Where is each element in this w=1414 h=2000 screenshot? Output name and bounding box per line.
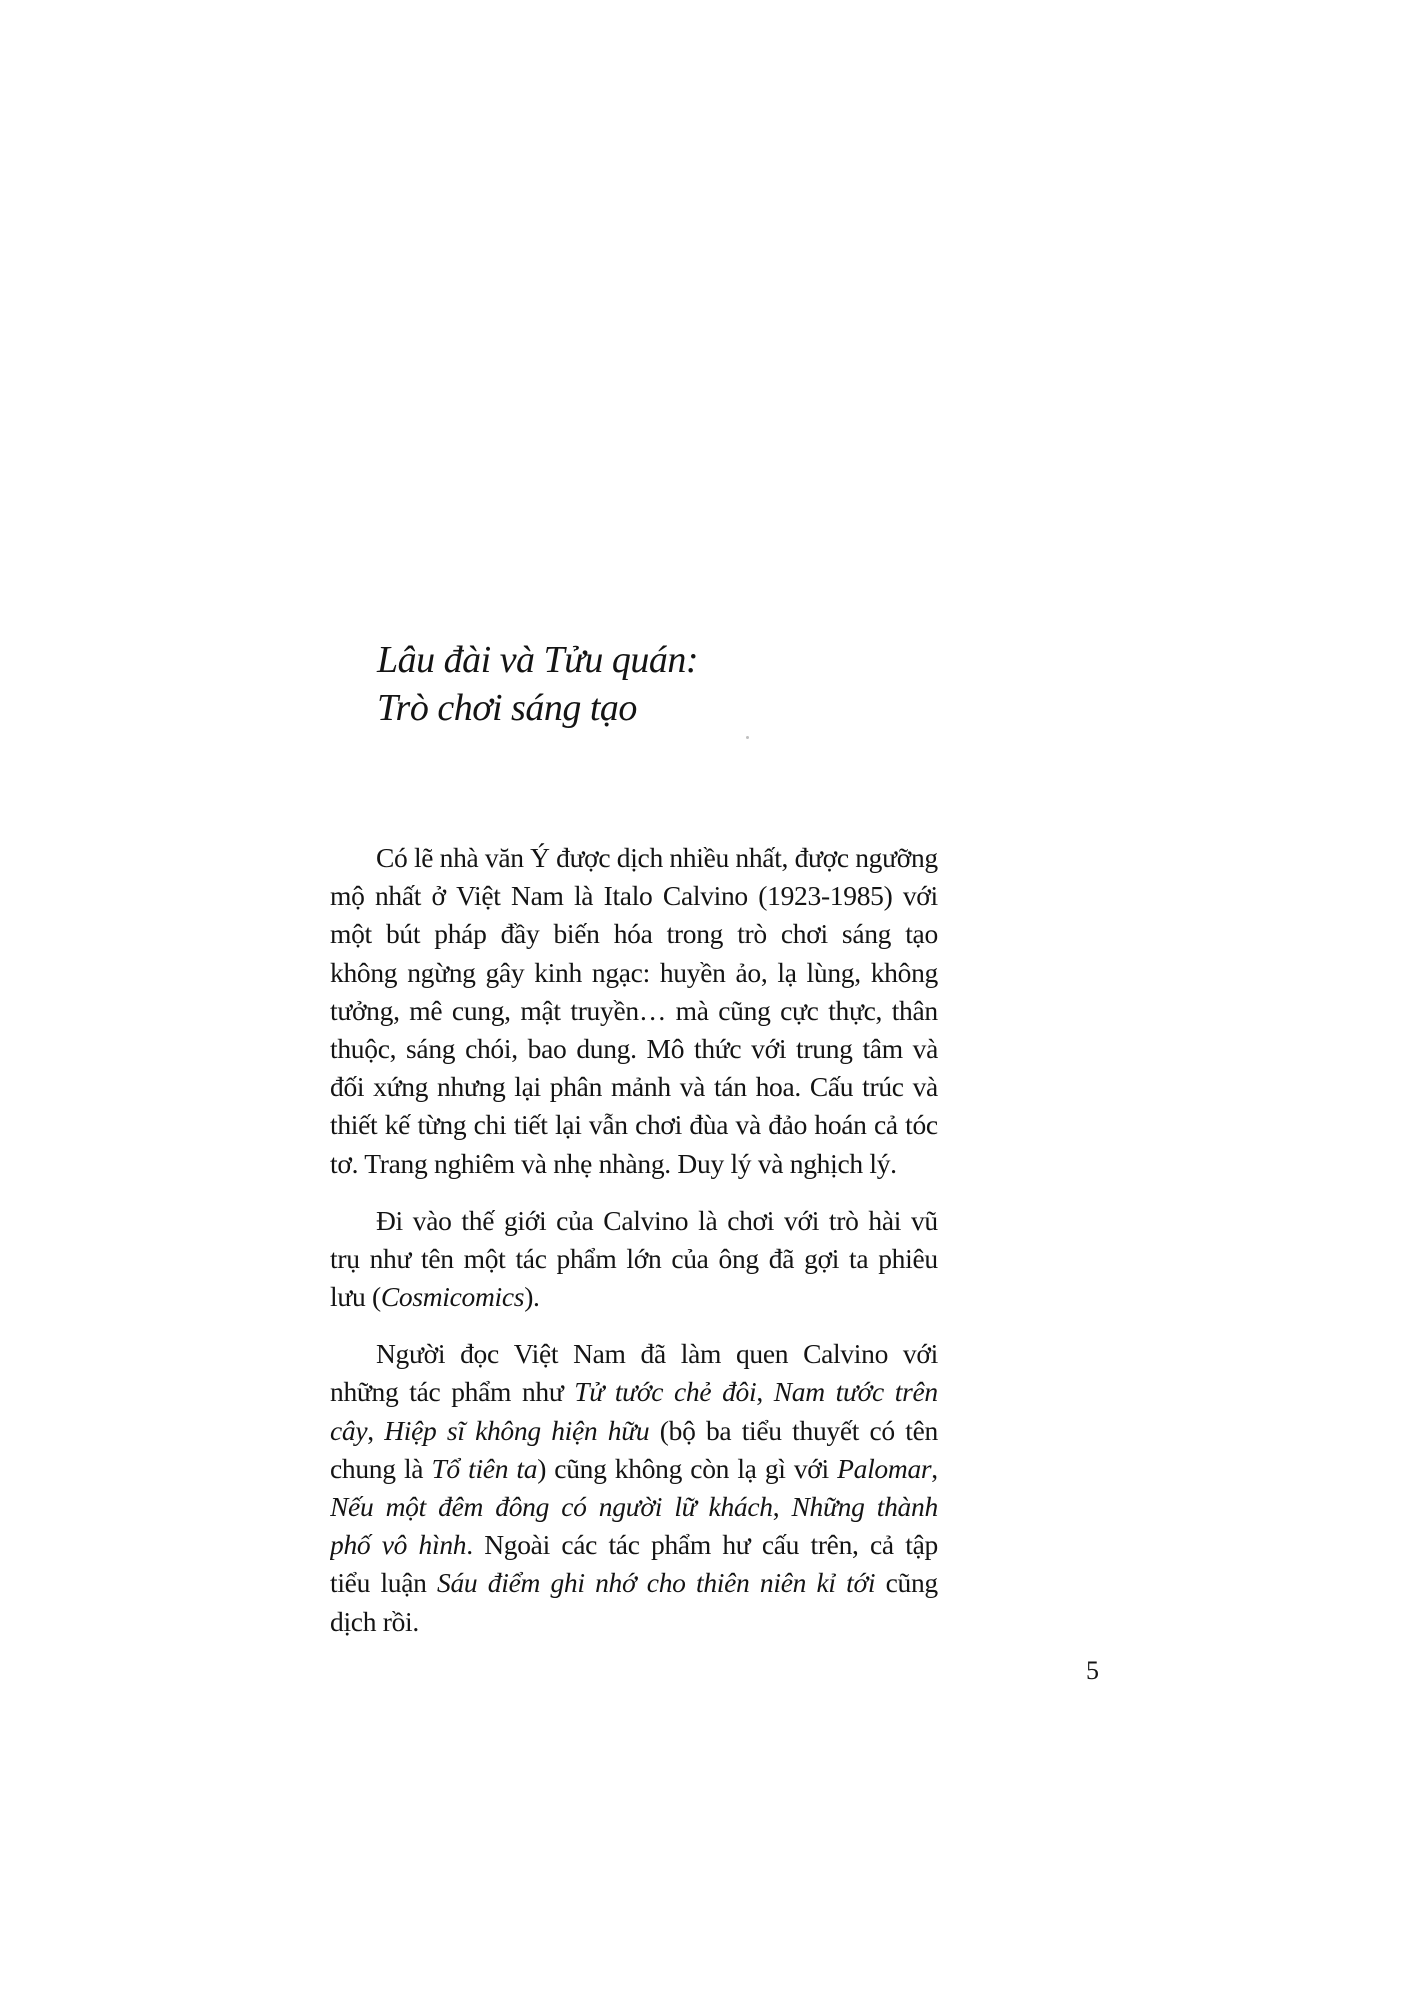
word: trò bbox=[828, 1204, 859, 1236]
word: người bbox=[598, 1491, 663, 1522]
word: lại bbox=[514, 1071, 541, 1103]
word: điểm bbox=[487, 1567, 541, 1599]
word: đối bbox=[330, 1071, 365, 1103]
word: Ý bbox=[530, 842, 550, 873]
word: tên bbox=[905, 1414, 938, 1446]
word: kinh bbox=[534, 956, 582, 988]
word: kỉ bbox=[816, 1567, 836, 1599]
word: chi bbox=[473, 1109, 507, 1141]
word: cũng bbox=[718, 994, 771, 1026]
word: Hiệp bbox=[384, 1414, 437, 1446]
word: Tổ bbox=[431, 1452, 460, 1484]
word: được bbox=[556, 842, 611, 873]
word: cực bbox=[780, 994, 819, 1026]
paragraph bbox=[330, 839, 938, 1183]
word: lữ bbox=[674, 1491, 697, 1522]
word: còn bbox=[690, 1452, 730, 1484]
word: phẩm bbox=[651, 1529, 711, 1561]
word: thân bbox=[891, 994, 938, 1026]
word: ngưỡng bbox=[855, 842, 938, 873]
word: vẫn bbox=[588, 1109, 628, 1141]
text-line bbox=[330, 1603, 938, 1641]
word: phân bbox=[549, 1071, 603, 1103]
word: tiên bbox=[468, 1452, 509, 1484]
text-line bbox=[330, 839, 938, 877]
text-segment: lưu ( bbox=[330, 1281, 381, 1313]
word: có bbox=[869, 1414, 895, 1446]
word: kế bbox=[384, 1109, 411, 1141]
word: có bbox=[561, 1491, 587, 1522]
word: bao bbox=[527, 1032, 567, 1064]
word: vào bbox=[412, 1204, 452, 1236]
word: ông bbox=[718, 1242, 759, 1274]
word: không bbox=[475, 1414, 541, 1446]
text-line bbox=[330, 954, 938, 992]
word: tập bbox=[905, 1529, 938, 1561]
word: một bbox=[330, 918, 372, 950]
word: gợi bbox=[804, 1242, 840, 1274]
chapter-title-line-2: Trò chơi sáng tạo bbox=[377, 687, 637, 729]
word: ảo, bbox=[735, 956, 768, 988]
word: Nam bbox=[773, 1376, 825, 1408]
word: cũng bbox=[554, 1452, 607, 1484]
word: và bbox=[679, 1071, 706, 1103]
word: được bbox=[794, 842, 849, 873]
word: huyền bbox=[659, 956, 726, 988]
word: lại bbox=[554, 1109, 582, 1141]
word: xứng bbox=[373, 1071, 429, 1103]
word: là bbox=[698, 1204, 718, 1236]
word: trụ bbox=[330, 1242, 360, 1274]
word: thuyết bbox=[792, 1414, 860, 1446]
word: ngừng bbox=[407, 956, 476, 988]
text-line bbox=[330, 1335, 938, 1373]
scan-artifact-dot bbox=[746, 736, 749, 739]
text-line bbox=[330, 1450, 938, 1488]
word: của bbox=[671, 1242, 709, 1274]
word: sĩ bbox=[446, 1414, 465, 1446]
word: chơi bbox=[635, 1109, 683, 1141]
word: ta) bbox=[516, 1452, 547, 1484]
word: lớn bbox=[626, 1242, 662, 1274]
word: từng bbox=[417, 1109, 467, 1141]
word: biến bbox=[553, 918, 600, 950]
word: phiêu bbox=[878, 1242, 938, 1274]
word: hiện bbox=[551, 1414, 598, 1446]
word: không bbox=[330, 956, 398, 988]
word: phẩm bbox=[451, 1376, 512, 1408]
word: với bbox=[784, 1204, 820, 1236]
word: dịch bbox=[616, 842, 663, 873]
word: giới bbox=[503, 1204, 547, 1236]
word: Palomar, bbox=[837, 1452, 938, 1484]
text-line bbox=[330, 1202, 938, 1240]
word: Việt bbox=[513, 1338, 559, 1370]
text-line bbox=[330, 1106, 938, 1144]
word: chung bbox=[330, 1452, 396, 1484]
word: một bbox=[385, 1491, 426, 1522]
text-line bbox=[330, 1564, 938, 1602]
word: nhưng bbox=[437, 1071, 506, 1103]
word: khách, bbox=[708, 1491, 780, 1522]
word: làm bbox=[680, 1338, 722, 1370]
word: hoán bbox=[814, 1109, 867, 1141]
word: trong bbox=[666, 918, 724, 950]
word: chơi bbox=[727, 1204, 775, 1236]
word: thức bbox=[694, 1032, 742, 1064]
text-line bbox=[330, 1068, 938, 1106]
word: nhà bbox=[439, 842, 479, 873]
word: pháp bbox=[434, 918, 487, 950]
word: Calvino bbox=[803, 1338, 889, 1370]
word: luận bbox=[380, 1567, 427, 1599]
word: tác bbox=[515, 1242, 547, 1274]
word: ta bbox=[849, 1242, 869, 1274]
word: ba bbox=[705, 1414, 732, 1446]
word: đã bbox=[768, 1242, 795, 1274]
word: nhiều bbox=[669, 842, 729, 873]
word: tới bbox=[846, 1567, 876, 1599]
word: cả bbox=[873, 1109, 898, 1141]
word: lạ bbox=[777, 956, 797, 988]
word: truyền… bbox=[570, 994, 667, 1026]
word: vô bbox=[381, 1529, 408, 1561]
body-text bbox=[330, 839, 938, 1641]
chapter-title bbox=[377, 636, 698, 732]
word: hữu bbox=[607, 1414, 650, 1446]
word: Nếu bbox=[330, 1491, 374, 1522]
word: cho bbox=[646, 1567, 686, 1599]
word: gì bbox=[764, 1452, 786, 1484]
word: thiên bbox=[696, 1567, 750, 1599]
word: thực, bbox=[828, 994, 883, 1026]
word: hóa bbox=[613, 918, 653, 950]
word: tước bbox=[835, 1376, 884, 1408]
word: đêm bbox=[438, 1491, 484, 1522]
word: nhất bbox=[374, 880, 422, 912]
word: (1923-1985) bbox=[758, 880, 893, 912]
word: tiểu bbox=[330, 1567, 371, 1599]
word: với bbox=[902, 1338, 938, 1370]
word: sáng bbox=[841, 918, 892, 950]
page-number: 5 bbox=[1086, 1656, 1099, 1685]
word: hình. bbox=[418, 1529, 473, 1561]
word: hài bbox=[868, 1204, 902, 1236]
word: những bbox=[330, 1376, 399, 1408]
word: không bbox=[614, 1452, 683, 1484]
word: lạ bbox=[737, 1452, 757, 1484]
word: (bộ bbox=[659, 1414, 696, 1446]
word: cung, bbox=[451, 994, 511, 1026]
word: với bbox=[751, 1032, 787, 1064]
word: Calvino bbox=[662, 880, 748, 912]
word: và bbox=[735, 1109, 761, 1141]
word: tác bbox=[608, 1529, 640, 1561]
text-segment: ). bbox=[524, 1281, 540, 1313]
chapter-title-line-1: Lâu đài và Tửu quán: bbox=[377, 639, 699, 681]
text-segment: dịch rồi. bbox=[330, 1605, 419, 1637]
word: Cấu bbox=[809, 1071, 854, 1103]
word: trò bbox=[737, 918, 767, 950]
text-line bbox=[330, 1278, 938, 1316]
word: tạo bbox=[905, 918, 938, 950]
word: tên bbox=[421, 1242, 454, 1274]
text-line bbox=[330, 1412, 938, 1450]
text-line bbox=[330, 915, 938, 953]
word: thuộc, bbox=[330, 1032, 397, 1064]
word: thiết bbox=[330, 1109, 378, 1141]
word: đôi, bbox=[722, 1376, 763, 1408]
word: chẻ bbox=[673, 1376, 712, 1408]
word: Người bbox=[376, 1338, 446, 1370]
text-segment: Cosmicomics bbox=[380, 1281, 525, 1313]
word: sáng bbox=[406, 1032, 456, 1064]
word: Italo bbox=[603, 880, 653, 912]
word: dung. bbox=[576, 1032, 637, 1064]
word: Calvino bbox=[603, 1204, 689, 1236]
word: cũng bbox=[885, 1567, 938, 1599]
word: tóc bbox=[905, 1109, 938, 1141]
word: Việt bbox=[456, 880, 501, 912]
text-segment: tơ. Trang nghiêm và nhẹ nhàng. Duy lý và nghịch lý. bbox=[330, 1147, 897, 1179]
text-line bbox=[330, 1488, 938, 1526]
word: hoa. bbox=[755, 1071, 801, 1103]
word: và bbox=[912, 1071, 938, 1103]
word: trúc bbox=[862, 1071, 904, 1103]
word: Ngoài bbox=[484, 1529, 550, 1561]
text-line bbox=[330, 877, 938, 915]
word: niên bbox=[759, 1567, 807, 1599]
word: chơi bbox=[780, 918, 828, 950]
text-line bbox=[330, 1526, 938, 1564]
word: trên, bbox=[810, 1529, 859, 1561]
paragraph bbox=[330, 1202, 938, 1317]
word: ở bbox=[431, 880, 446, 912]
word: trên bbox=[894, 1376, 938, 1408]
word: các bbox=[561, 1529, 598, 1561]
text-line bbox=[330, 992, 938, 1030]
word: cả bbox=[870, 1529, 894, 1561]
word: Mô bbox=[646, 1032, 685, 1064]
word: tán bbox=[713, 1071, 747, 1103]
word: không bbox=[870, 956, 938, 988]
word: là bbox=[403, 1452, 424, 1484]
word: Nam bbox=[511, 880, 564, 912]
word: gây bbox=[485, 956, 525, 988]
word: đầy bbox=[500, 918, 540, 950]
word: Nam bbox=[573, 1338, 626, 1370]
word: với bbox=[793, 1452, 829, 1484]
word: vũ bbox=[910, 1204, 938, 1236]
word: quen bbox=[735, 1338, 789, 1370]
word: đùa bbox=[689, 1109, 729, 1141]
word: thế bbox=[461, 1204, 495, 1236]
word: Sáu bbox=[437, 1567, 478, 1599]
word: Tử bbox=[574, 1376, 604, 1408]
word: ghi bbox=[550, 1567, 585, 1599]
word: như bbox=[369, 1242, 412, 1274]
word: cây, bbox=[330, 1414, 374, 1446]
word: mảnh bbox=[610, 1071, 671, 1103]
word: văn bbox=[484, 842, 524, 873]
word: hư bbox=[722, 1529, 751, 1561]
word: Đi bbox=[376, 1204, 403, 1236]
text-line bbox=[330, 1240, 938, 1278]
word: tác bbox=[409, 1376, 441, 1408]
word: của bbox=[556, 1204, 594, 1236]
word: tưởng, bbox=[330, 994, 400, 1026]
word: nhất, bbox=[735, 842, 789, 873]
word: mê bbox=[409, 994, 443, 1026]
text-line bbox=[330, 1145, 938, 1183]
word: cấu bbox=[761, 1529, 800, 1561]
word: nhớ bbox=[595, 1567, 637, 1599]
word: là bbox=[573, 880, 594, 912]
word: Có bbox=[376, 842, 408, 873]
word: tâm bbox=[862, 1032, 903, 1064]
word: đã bbox=[640, 1338, 666, 1370]
word: chói, bbox=[465, 1032, 518, 1064]
word: phố bbox=[330, 1529, 371, 1561]
word: và bbox=[912, 1032, 938, 1064]
paragraph bbox=[330, 1335, 938, 1641]
word: mà bbox=[675, 994, 709, 1026]
word: tiểu bbox=[741, 1414, 782, 1446]
word: như bbox=[521, 1376, 564, 1408]
word: Những bbox=[791, 1491, 865, 1522]
word: lẽ bbox=[413, 842, 434, 873]
word: trung bbox=[796, 1032, 853, 1064]
word: đông bbox=[495, 1491, 550, 1522]
word: tước bbox=[614, 1376, 664, 1408]
word: thành bbox=[876, 1491, 938, 1522]
word: tiết bbox=[513, 1109, 548, 1141]
word: phẩm bbox=[556, 1242, 617, 1274]
word: lùng, bbox=[806, 956, 861, 988]
word: ngạc: bbox=[591, 956, 650, 988]
word: với bbox=[902, 880, 938, 912]
word: bút bbox=[385, 918, 421, 950]
word: mộ bbox=[330, 880, 365, 912]
text-line bbox=[330, 1373, 938, 1411]
word: đọc bbox=[460, 1338, 499, 1370]
text-line bbox=[330, 1030, 938, 1068]
word: một bbox=[463, 1242, 506, 1274]
word: đảo bbox=[768, 1109, 808, 1141]
word: mật bbox=[520, 994, 561, 1026]
